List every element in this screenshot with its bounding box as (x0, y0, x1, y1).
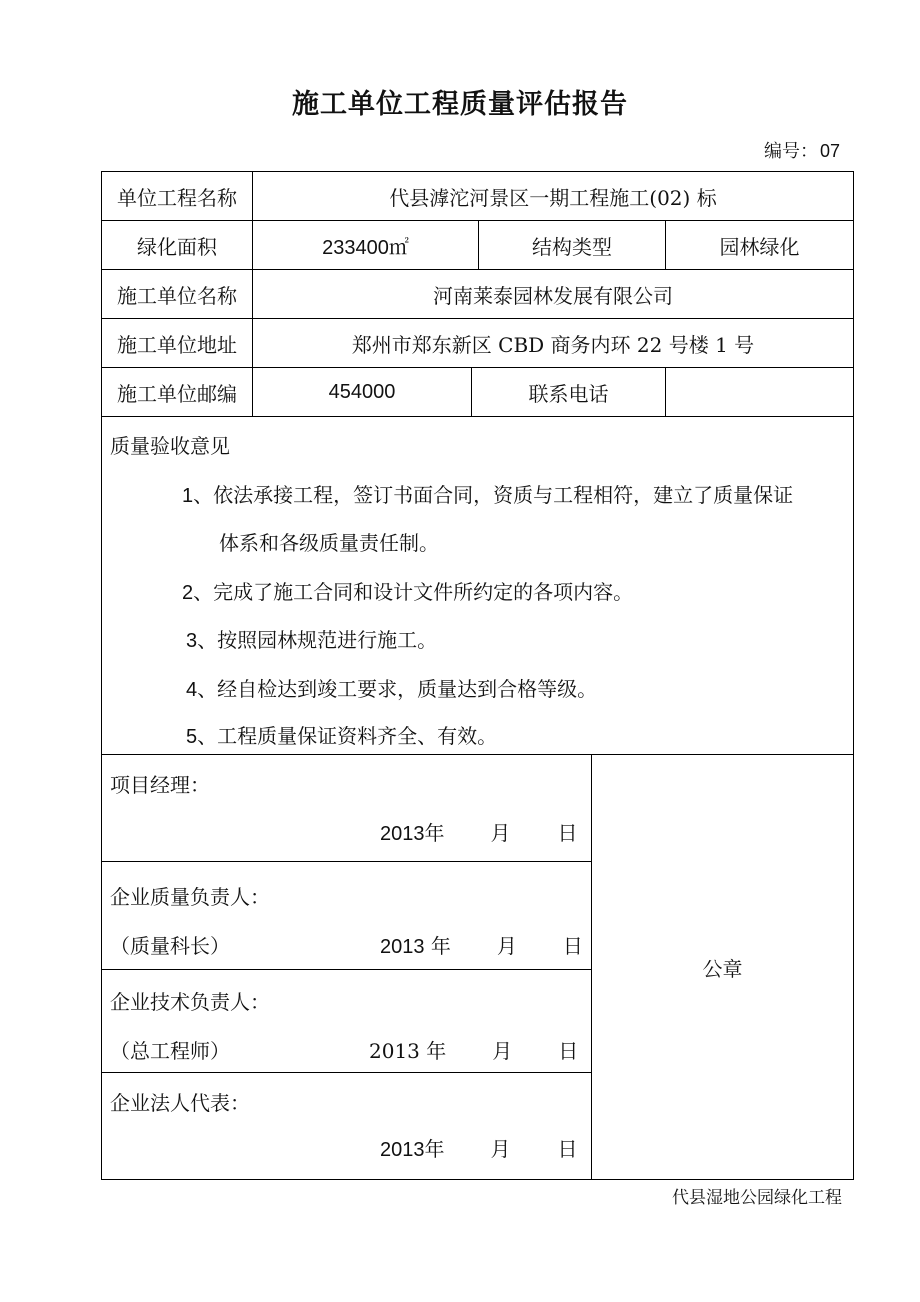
opinion-item-4: 4、经自检达到竣工要求，质量达到合格等级。 (186, 677, 598, 701)
postcode-label: 施工单位邮编 (117, 381, 237, 406)
opinion-item-2: 2、完成了施工合同和设计文件所约定的各项内容。 (182, 580, 634, 604)
sig-quality-head-sub: （质量科长） (110, 934, 230, 958)
structure-type-label: 结构类型 (532, 234, 612, 259)
opinion-item-1-cont: 体系和各级质量责任制。 (219, 531, 439, 555)
contractor-address-value: 郑州市郑东新区 CBD 商务内环 22 号楼 1 号 (351, 332, 755, 357)
report-table (101, 171, 854, 1180)
sig-quality-head-label: 企业质量负责人： (110, 885, 270, 909)
project-name-value: 代县滹沱河景区一期工程施工(02) 标 (389, 185, 717, 210)
opinion-item-3: 3、按照园林规范进行施工。 (186, 628, 438, 652)
sig-project-manager-date: 2013年 月 日 (380, 821, 578, 845)
contractor-name-label: 施工单位名称 (117, 283, 237, 308)
sig-project-manager-label: 项目经理： (110, 773, 210, 797)
green-area-value: 233400㎡ (322, 236, 409, 259)
sig-legal-rep-label: 企业法人代表： (110, 1091, 250, 1115)
opinion-heading: 质量验收意见 (110, 434, 230, 458)
sig-quality-head-date: 2013 年 月 日 (380, 934, 583, 958)
doc-number (764, 137, 840, 163)
doc-number-label: 编号： (763, 141, 818, 162)
seal-label: 公章 (702, 956, 743, 981)
sig-tech-head-date: 2013 年 月 日 (369, 1039, 579, 1063)
postcode-value: 454000 (328, 380, 396, 403)
phone-value (666, 368, 853, 416)
sig-legal-rep-date: 2013年 月 日 (380, 1137, 578, 1161)
opinion-item-5: 5、工程质量保证资料齐全、有效。 (186, 724, 498, 748)
structure-type-value: 园林绿化 (719, 234, 800, 259)
phone-label: 联系电话 (528, 381, 609, 406)
opinion-item-1: 1、依法承接工程，签订书面合同，资质与工程相符，建立了质量保证 (182, 483, 794, 507)
contractor-name-value: 河南莱泰园林发展有限公司 (433, 283, 673, 308)
sig-tech-head-sub: （总工程师） (110, 1039, 230, 1063)
contractor-address-label: 施工单位地址 (117, 332, 237, 357)
sig-tech-head-label: 企业技术负责人： (110, 990, 270, 1014)
project-name-label: 单位工程名称 (117, 185, 237, 210)
report-title: 施工单位工程质量评估报告 (292, 89, 628, 120)
green-area-label: 绿化面积 (137, 234, 217, 259)
doc-number-value: 07 (819, 141, 840, 161)
footer-project-name: 代县湿地公园绿化工程 (672, 1188, 842, 1208)
